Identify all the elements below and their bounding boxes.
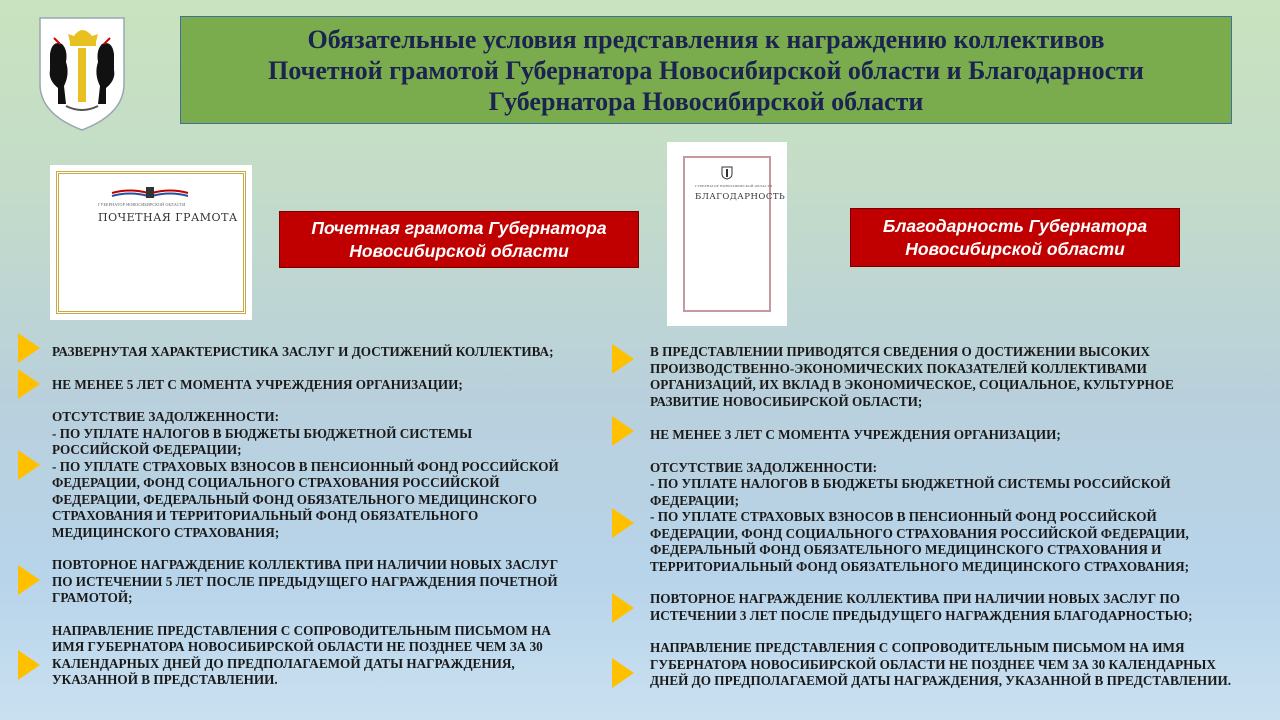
gratitude-label <box>850 208 1180 267</box>
list-item: ОТСУТСТВИЕ ЗАДОЛЖЕННОСТИ: - ПО УПЛАТЕ НАЛОГОВ В БЮДЖЕТЫ БЮДЖЕТНОЙ СИСТЕМЫ РОССИЙСКОЙ ФЕДЕРАЦИИ; - ПО УПЛАТЕ СТРАХОВЫХ ВЗНОСОВ В ПЕНСИОННЫЙ ФОНД РОССИЙСКОЙ ФЕДЕРАЦИИ, ФОНД СОЦИАЛЬНОГО СТРАХОВАНИЯ РОССИЙСКОЙ ФЕДЕРАЦИИ, ФЕДЕРАЛЬНЫЙ ФОНД ОБЯЗАТЕЛЬНОГО МЕДИЦИНСКОГО СТРАХОВАНИЯ И ТЕРРИТОРИАЛЬНЫЙ ФОНД ОБЯЗАТЕЛЬНОГО МЕДИЦИНСКОГО СТРАХОВАНИЯ; <box>52 409 559 540</box>
title-line: Губернатора Новосибирской области <box>488 86 924 116</box>
bullet-arrow-icon <box>18 369 40 399</box>
honor-certificate-label <box>279 211 639 268</box>
list-item: НАПРАВЛЕНИЕ ПРЕДСТАВЛЕНИЯ С СОПРОВОДИТЕЛЬНЫМ ПИСЬМОМ НА ИМЯ ГУБЕРНАТОРА НОВОСИБИРСКОЙ ОБЛАСТИ НЕ ПОЗДНЕЕ ЧЕМ ЗА 30 КАЛЕНДАРНЫХ ДНЕЙ ДО ПРЕДПОЛАГАЕМОЙ ДАТЫ НАГРАЖДЕНИЯ, УКАЗАННОЙ В ПРЕДСТАВЛЕНИИ. <box>52 622 551 687</box>
small-coat-icon <box>721 166 733 180</box>
bullet-arrow-icon <box>612 416 634 446</box>
bullet-arrow-icon <box>612 344 634 374</box>
list-item: ОТСУТСТВИЕ ЗАДОЛЖЕННОСТИ: - ПО УПЛАТЕ НАЛОГОВ В БЮДЖЕТЫ БЮДЖЕТНОЙ СИСТЕМЫ РОССИЙСКОЙ ФЕДЕРАЦИИ; - ПО УПЛАТЕ СТРАХОВЫХ ВЗНОСОВ В ПЕНСИОННЫЙ ФОНД РОССИЙСКОЙ ФЕДЕРАЦИИ, ФОНД СОЦИАЛЬНОГО СТРАХОВАНИЯ РОССИЙСКОЙ ФЕДЕРАЦИИ, ФЕДЕРАЛЬНЫЙ ФОНД ОБЯЗАТЕЛЬНОГО МЕДИЦИНСКОГО СТРАХОВАНИЯ И ТЕРРИТОРИАЛЬНЫЙ ФОНД ОБЯЗАТЕЛЬНОГО МЕДИЦИНСКОГО СТРАХОВАНИЯ; <box>650 459 1190 574</box>
honor-requirements-list <box>52 344 612 689</box>
bullet-arrow-icon <box>18 333 40 363</box>
label-line: Почетная грамота Губернатора <box>311 217 607 238</box>
bullet-arrow-icon <box>18 450 40 480</box>
list-item: РАЗВЕРНУТАЯ ХАРАКТЕРИСТИКА ЗАСЛУГ И ДОСТИЖЕНИЙ КОЛЛЕКТИВА; <box>52 344 554 359</box>
list-item: НЕ МЕНЕЕ 3 ЛЕТ С МОМЕНТА УЧРЕЖДЕНИЯ ОРГАНИЗАЦИИ; <box>650 427 1061 442</box>
doc-org-text: ГУБЕРНАТОР НОВОСИБИРСКОЙ ОБЛАСТИ <box>695 184 773 188</box>
doc-org-text: ГУБЕРНАТОР НОВОСИБИРСКОЙ ОБЛАСТИ <box>98 202 186 207</box>
doc-title-text: ПОЧЕТНАЯ ГРАМОТА <box>98 211 238 224</box>
gratitude-letter-image <box>667 142 787 326</box>
bullet-arrow-icon <box>612 508 634 538</box>
list-item: НЕ МЕНЕЕ 5 ЛЕТ С МОМЕНТА УЧРЕЖДЕНИЯ ОРГАНИЗАЦИИ; <box>52 376 463 392</box>
bullet-arrow-icon <box>18 650 40 680</box>
doc-title-text: БЛАГОДАРНОСТЬ <box>695 192 786 202</box>
list-item: ПОВТОРНОЕ НАГРАЖДЕНИЕ КОЛЛЕКТИВА ПРИ НАЛИЧИИ НОВЫХ ЗАСЛУГ ПО ИСТЕЧЕНИИ 3 ЛЕТ ПОСЛЕ ПРЕДЫДУЩЕГО НАГРАЖДЕНИЯ БЛАГОДАРНОСТЬЮ; <box>650 591 1193 623</box>
title-line: Обязательные условия представления к награждению коллективов <box>307 24 1105 54</box>
label-line: Новосибирской области <box>349 240 569 261</box>
title-banner <box>180 16 1232 124</box>
page-title <box>268 24 1144 117</box>
bullet-arrow-icon <box>612 593 634 623</box>
bullet-arrow-icon <box>18 565 40 595</box>
list-item: ПОВТОРНОЕ НАГРАЖДЕНИЕ КОЛЛЕКТИВА ПРИ НАЛИЧИИ НОВЫХ ЗАСЛУГ ПО ИСТЕЧЕНИИ 5 ЛЕТ ПОСЛЕ ПРЕДЫДУЩЕГО НАГРАЖДЕНИЯ ПОЧЕТНОЙ ГРАМОТОЙ; <box>52 557 559 605</box>
gratitude-requirements-list <box>650 344 1270 690</box>
flag-ribbon-icon <box>110 187 190 199</box>
label-line: Благодарность Губернатора <box>882 215 1148 236</box>
bullet-arrow-icon <box>612 658 634 688</box>
honor-certificate-image <box>50 165 252 320</box>
list-item: В ПРЕДСТАВЛЕНИИ ПРИВОДЯТСЯ СВЕДЕНИЯ О ДОСТИЖЕНИИ ВЫСОКИХ ПРОИЗВОДСТВЕННО-ЭКОНОМИЧЕСКИХ ПОКАЗАТЕЛЕЙ КОЛЛЕКТИВАМИ ОРГАНИЗАЦИЙ, ИХ ВКЛАД В ЭКОНОМИЧЕСКОЕ, СОЦИАЛЬНОЕ, КУЛЬТУРНОЕ РАЗВИТИЕ НОВОСИБИРСКОЙ ОБЛАСТИ; <box>650 344 1174 409</box>
label-line: Новосибирской области <box>905 238 1125 259</box>
coat-of-arms-icon <box>36 14 128 132</box>
list-item: НАПРАВЛЕНИЕ ПРЕДСТАВЛЕНИЯ С СОПРОВОДИТЕЛЬНЫМ ПИСЬМОМ НА ИМЯ ГУБЕРНАТОРА НОВОСИБИРСКОЙ ОБЛАСТИ НЕ ПОЗДНЕЕ ЧЕМ ЗА 30 КАЛЕНДАРНЫХ ДНЕЙ ДО ПРЕДПОЛАГАЕМОЙ ДАТЫ НАГРАЖДЕНИЯ, УКАЗАННОЙ В ПРЕДСТАВЛЕНИИ. <box>650 640 1232 688</box>
title-line: Почетной грамотой Губернатора Новосибирской области и Благодарности <box>268 55 1144 85</box>
